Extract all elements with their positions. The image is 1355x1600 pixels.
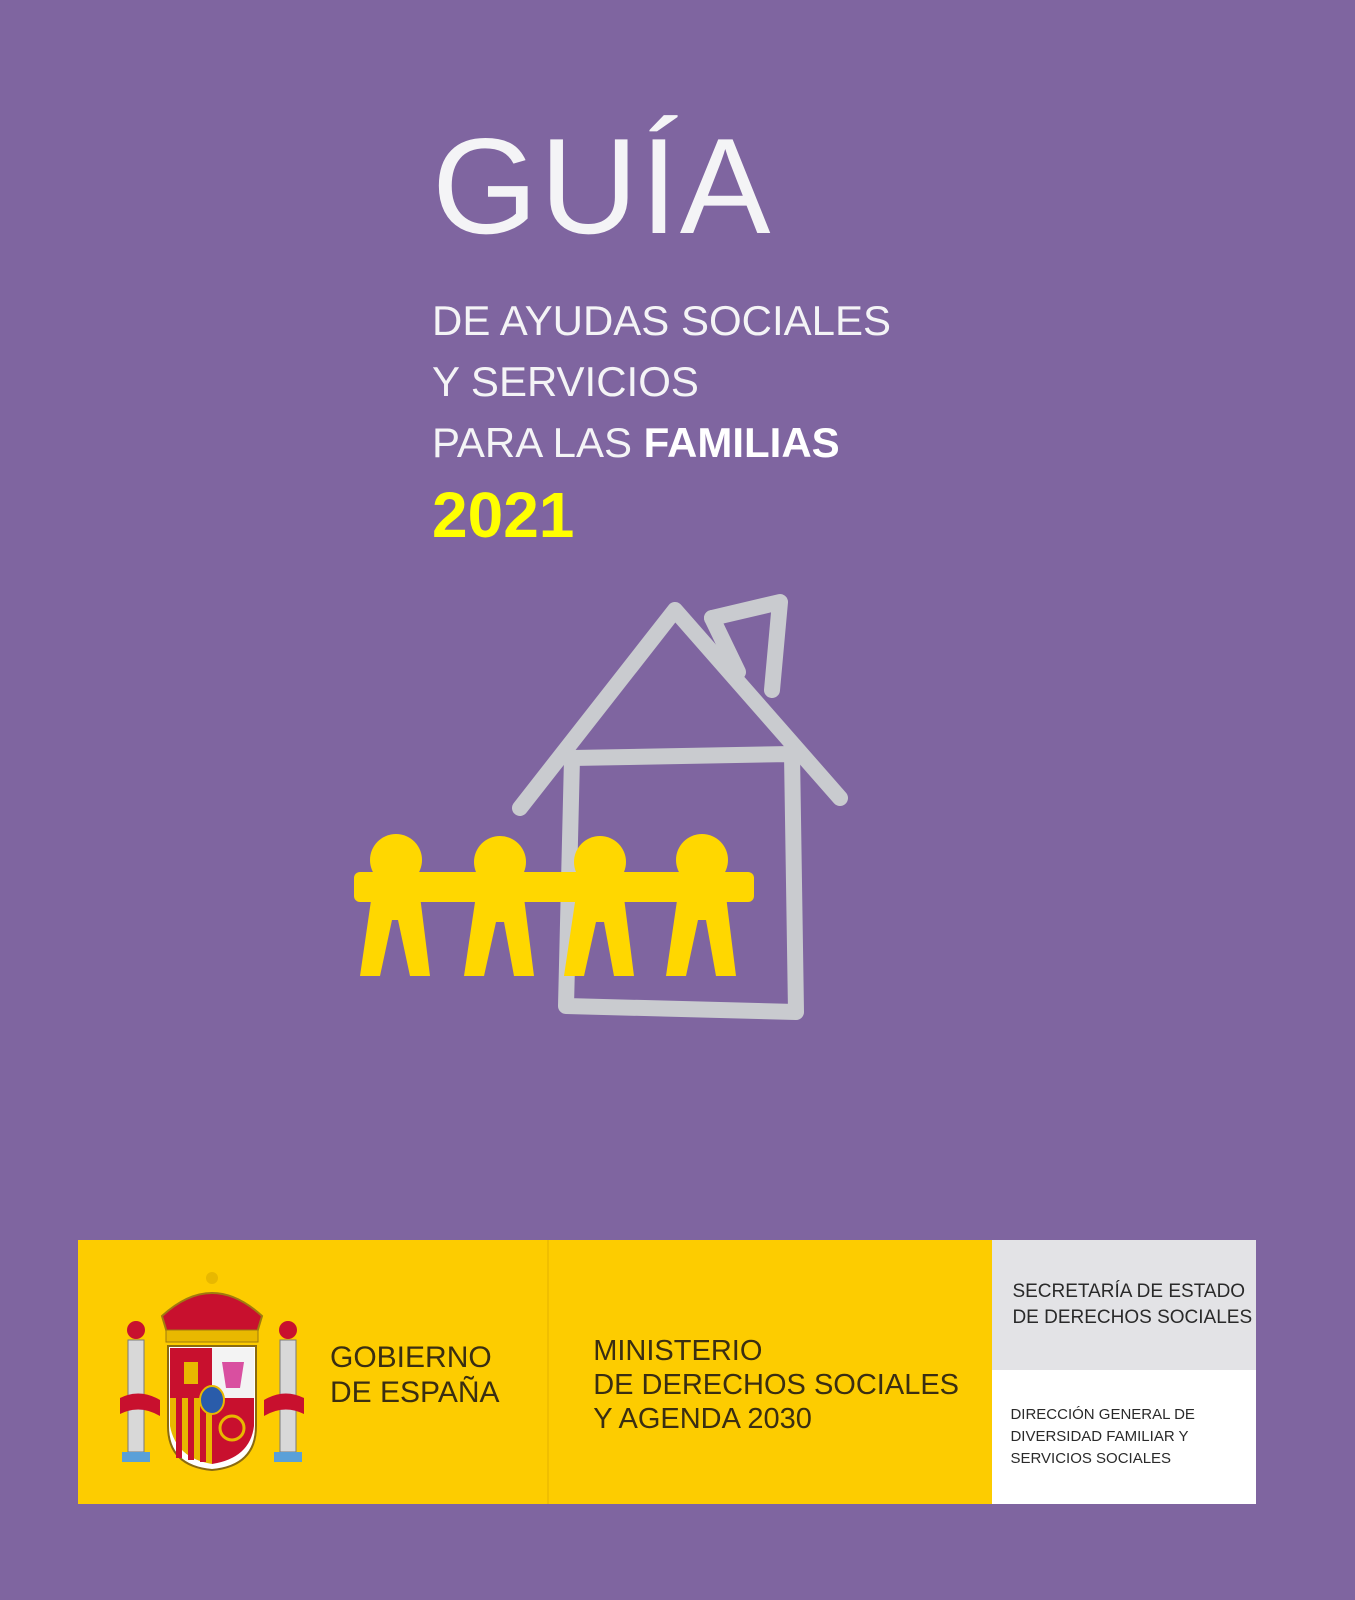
direccion-line-2: DIVERSIDAD FAMILIAR Y <box>1010 1428 1189 1445</box>
direccion-line-3: SERVICIOS SOCIALES <box>1010 1450 1172 1467</box>
subtitle-line-3 <box>432 412 891 473</box>
house-with-family-icon <box>340 590 880 1050</box>
ministerio-line-3: Y AGENDA 2030 <box>593 1403 812 1435</box>
ministerio-line-2: DE DERECHOS SOCIALES <box>593 1369 960 1401</box>
secretaria-section <box>992 1240 1256 1504</box>
subtitle-line-3-bold: FAMILIAS <box>643 419 840 466</box>
direccion-label <box>1010 1404 1194 1470</box>
direccion-general-box <box>992 1370 1256 1504</box>
secretaria-line-1: SECRETARÍA DE ESTADO <box>1012 1281 1246 1302</box>
family-figures <box>354 834 754 976</box>
cover-year: 2021 <box>432 479 575 551</box>
cover-title-block <box>432 110 892 551</box>
direccion-line-1: DIRECCIÓN GENERAL DE <box>1010 1406 1195 1423</box>
cover-title: GUÍA <box>432 110 773 262</box>
ministerio-line-1: MINISTERIO <box>593 1335 763 1367</box>
subtitle-line-3-prefix: PARA LAS <box>432 419 644 466</box>
gobierno-line-2: DE ESPAÑA <box>330 1376 500 1409</box>
gobierno-line-1: GOBIERNO <box>330 1341 492 1374</box>
ministerio-label <box>593 1334 959 1436</box>
ministerio-section <box>549 1240 992 1504</box>
subtitle-line-1: DE AYUDAS SOCIALES <box>432 297 892 344</box>
government-logo-bar <box>78 1240 1256 1504</box>
gobierno-de-espana-label <box>330 1340 500 1410</box>
spain-coat-of-arms-icon <box>120 1270 304 1474</box>
gobierno-section <box>78 1240 549 1504</box>
secretaria-label <box>1012 1279 1252 1331</box>
cover-subtitle <box>432 290 891 473</box>
secretaria-line-2: DE DERECHOS SOCIALES <box>1012 1307 1253 1328</box>
secretaria-estado-box <box>992 1240 1256 1370</box>
subtitle-line-2: Y SERVICIOS <box>432 358 699 405</box>
